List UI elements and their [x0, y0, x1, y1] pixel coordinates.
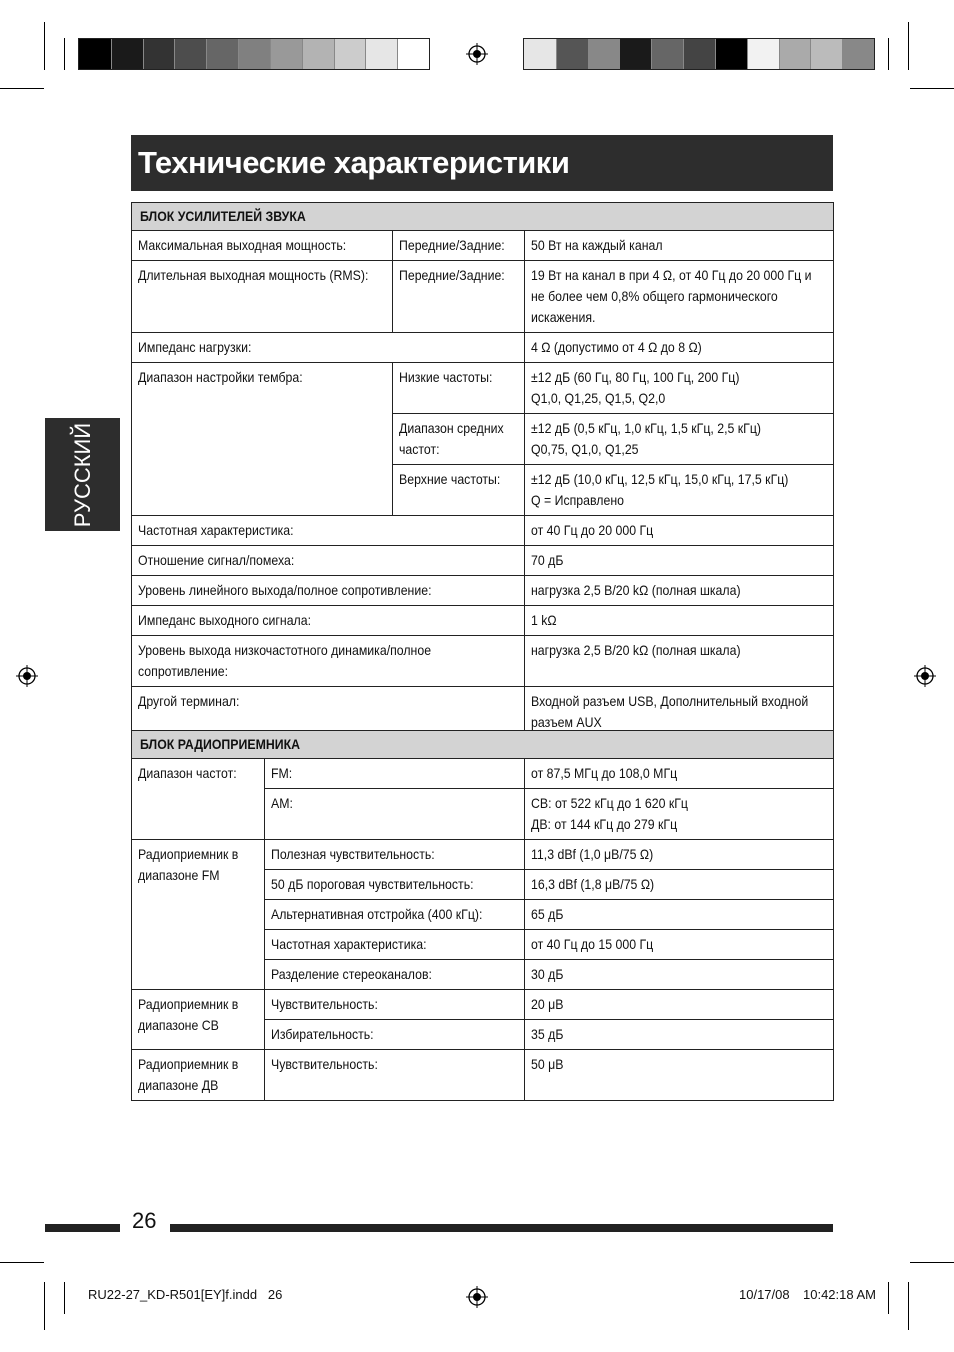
- table-header: БЛОК УСИЛИТЕЛЕЙ ЗВУКА: [132, 203, 834, 231]
- table-row: Радиоприемник в диапазоне FM Полезная чувствительность: 11,3 dBf (1,0 μВ/75 Ω): [132, 840, 834, 870]
- table-row: Импеданс нагрузки: 4 Ω (допустимо от 4 Ω до 8 Ω): [132, 333, 834, 363]
- color-swatch: [334, 39, 366, 69]
- table-row: Частотная характеристика: от 40 Гц до 20 000 Гц: [132, 516, 834, 546]
- table-row: Избирательность: 35 дБ: [132, 1020, 834, 1050]
- table-row: 50 дБ пороговая чувствительность: 16,3 dBf (1,8 μВ/75 Ω): [132, 870, 834, 900]
- color-swatch: [143, 39, 175, 69]
- table-row: Уровень линейного выхода/полное сопротивление: нагрузка 2,5 В/20 kΩ (полная шкала): [132, 576, 834, 606]
- color-swatch: [715, 39, 747, 69]
- color-swatch: [810, 39, 842, 69]
- color-swatch: [747, 39, 779, 69]
- crop-mark-bl-h: [0, 1262, 44, 1263]
- page-rule-right: [170, 1224, 833, 1232]
- crop-mark-bl-v2: [64, 1282, 65, 1314]
- crop-mark-br-h: [910, 1262, 954, 1263]
- registration-mark-icon: [466, 1286, 488, 1308]
- color-swatch: [79, 39, 111, 69]
- crop-mark-br-v2: [888, 1282, 889, 1314]
- tuner-spec-table: [131, 730, 834, 1101]
- color-swatch: [651, 39, 683, 69]
- file-time: 10:42:18 AM: [803, 1287, 876, 1302]
- crop-mark-tr-h: [910, 88, 954, 89]
- table-row: Другой терминал: Входной разъем USB, Дополнительный входной разъем AUX: [132, 687, 834, 738]
- color-swatch: [842, 39, 874, 69]
- page-number: 26: [132, 1208, 157, 1233]
- crop-mark-tl-h: [0, 88, 44, 89]
- registration-mark-icon: [466, 43, 488, 65]
- color-swatch: [238, 39, 270, 69]
- table-row: Частотная характеристика: от 40 Гц до 15 000 Гц: [132, 930, 834, 960]
- crop-mark-bl-v: [44, 1282, 45, 1330]
- crop-mark-tr-v2: [888, 38, 889, 70]
- crop-mark-tl-v: [44, 22, 45, 70]
- page-title: Технические характеристики: [131, 135, 833, 191]
- color-calibration-bar-left: [78, 38, 430, 70]
- color-swatch: [270, 39, 302, 69]
- color-swatch: [619, 39, 651, 69]
- color-swatch: [174, 39, 206, 69]
- table-row: Радиоприемник в диапазоне ДВ Чувствительность: 50 μВ: [132, 1050, 834, 1101]
- table-header: БЛОК РАДИОПРИЕМНИКА: [132, 731, 834, 759]
- color-swatch: [397, 39, 429, 69]
- color-swatch: [111, 39, 143, 69]
- color-swatch: [524, 39, 556, 69]
- table-row: Альтернативная отстройка (400 кГц): 65 дБ: [132, 900, 834, 930]
- table-row: Длительная выходная мощность (RMS): Передние/Задние: 19 Вт на канал в при 4 Ω, от 40 Гц до 20 000 Гц и не более чем 0,8% общего гармонического искажения.: [132, 261, 834, 333]
- color-swatch: [683, 39, 715, 69]
- table-row: Диапазон частот: FM: от 87,5 МГц до 108,0 МГц: [132, 759, 834, 789]
- crop-mark-tl-v2: [64, 38, 65, 70]
- color-swatch: [779, 39, 811, 69]
- language-tab-label: РУССКИЙ: [69, 422, 95, 527]
- table-row: Импеданс выходного сигнала: 1 kΩ: [132, 606, 834, 636]
- crop-mark-tr-v: [908, 22, 909, 70]
- table-row: Диапазон настройки тембра: Низкие частоты: ±12 дБ (60 Гц, 80 Гц, 100 Гц, 200 Гц) Q1,0, Q1,25, Q1,5, Q2,0: [132, 363, 834, 414]
- file-slug: RU22-27_KD-R501[EY]f.indd 26: [88, 1287, 283, 1302]
- table-row: Уровень выхода низкочастотного динамика/полное сопротивление: нагрузка 2,5 В/20 kΩ (полная шкала): [132, 636, 834, 687]
- color-calibration-bar-right: [523, 38, 875, 70]
- table-row: AM: СВ: от 522 кГц до 1 620 кГц ДВ: от 144 кГц до 279 кГц: [132, 789, 834, 840]
- color-swatch: [588, 39, 620, 69]
- color-swatch: [556, 39, 588, 69]
- table-row: Отношение сигнал/помеха: 70 дБ: [132, 546, 834, 576]
- table-row: Верхние частоты: ±12 дБ (10,0 кГц, 12,5 кГц, 15,0 кГц, 17,5 кГц) Q = Исправлено: [132, 465, 834, 516]
- file-date: 10/17/08: [739, 1287, 790, 1302]
- table-row: Диапазон средних частот: ±12 дБ (0,5 кГц, 1,0 кГц, 1,5 кГц, 2,5 кГц) Q0,75, Q1,0, Q1,25: [132, 414, 834, 465]
- color-swatch: [365, 39, 397, 69]
- page-rule-left: [45, 1224, 120, 1232]
- table-row: Радиоприемник в диапазоне СВ Чувствительность: 20 μВ: [132, 990, 834, 1020]
- registration-mark-icon: [914, 665, 936, 687]
- table-row: Максимальная выходная мощность: Передние/Задние: 50 Вт на каждый канал: [132, 231, 834, 261]
- color-swatch: [302, 39, 334, 69]
- color-swatch: [206, 39, 238, 69]
- language-tab: [45, 418, 120, 531]
- table-row: Разделение стереоканалов: 30 дБ: [132, 960, 834, 990]
- crop-mark-br-v: [908, 1282, 909, 1330]
- registration-mark-icon: [16, 665, 38, 687]
- amplifier-spec-table: [131, 202, 834, 738]
